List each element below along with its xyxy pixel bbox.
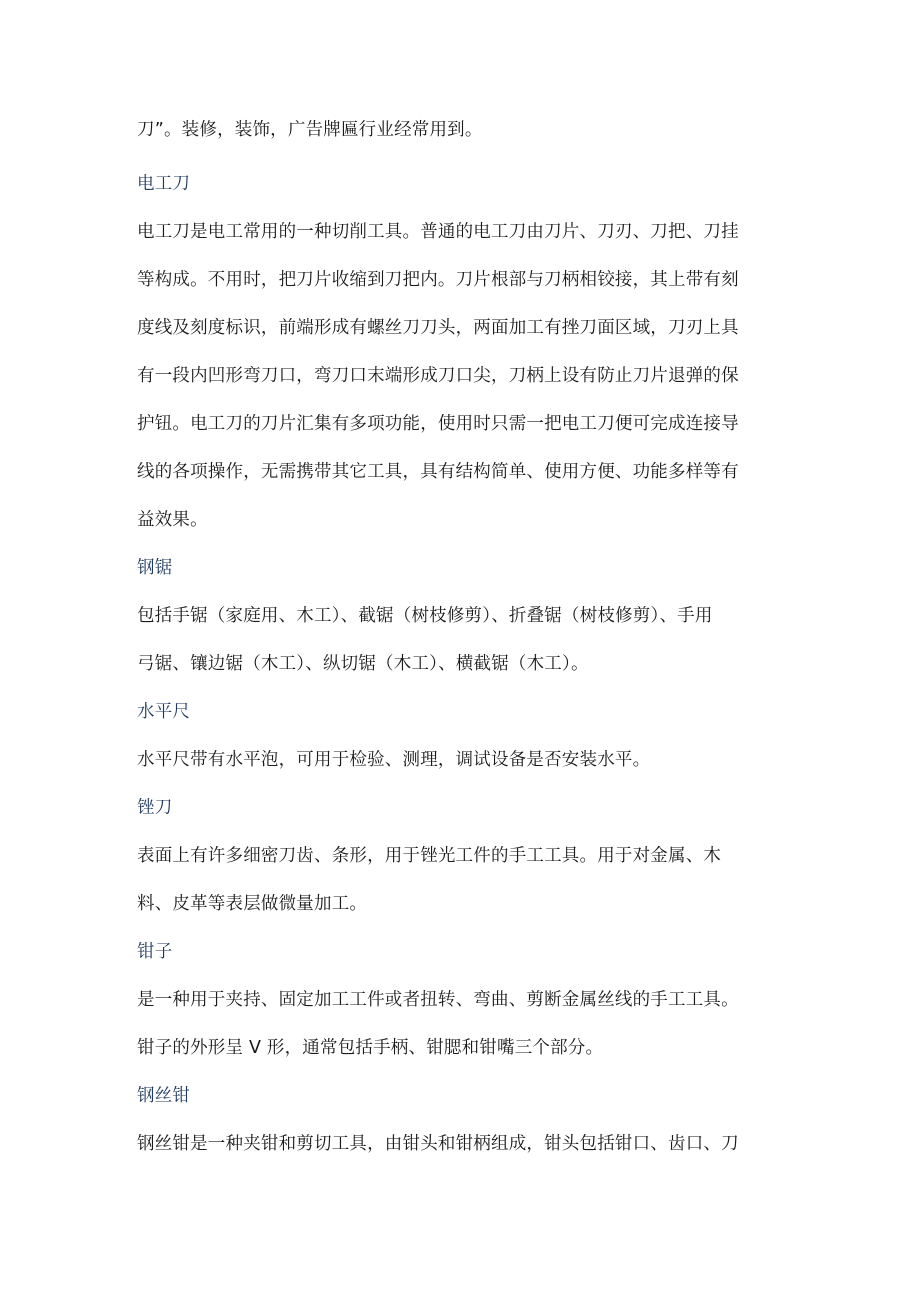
section-heading-electrician-knife: 电工刀 [137, 174, 191, 194]
paragraph-line: 水平尺带有水平泡，可用于检验、测理，调试设备是否安装水平。 [137, 750, 651, 770]
paragraph-line: 电工刀是电工常用的一种切削工具。普通的电工刀由刀片、刀刃、刀把、刀挂 [137, 222, 739, 242]
paragraph-line: 包括手锯（家庭用、木工）、截锯（树枝修剪）、折叠锯（树枝修剪）、手用 [137, 606, 713, 626]
section-heading-wire-pliers: 钢丝钳 [137, 1086, 191, 1106]
paragraph-line: 刀”。装修，装饰，广告牌匾行业经常用到。 [137, 120, 483, 140]
paragraph-line: 等构成。不用时，把刀片收缩到刀把内。刀片根部与刀柄相铰接，其上带有刻 [137, 270, 739, 290]
section-heading-file: 锉刀 [137, 798, 173, 818]
paragraph-line: 钳子的外形呈 V 形，通常包括手柄、钳腮和钳嘴三个部分。 [137, 1038, 604, 1058]
paragraph-line: 表面上有许多细密刀齿、条形，用于锉光工件的手工工具。用于对金属、木 [137, 846, 722, 866]
paragraph-line: 益效果。 [137, 510, 208, 530]
paragraph-line: 是一种用于夹持、固定加工工件或者扭转、弯曲、剪断金属丝线的手工工具。 [137, 990, 739, 1010]
paragraph-line: 弓锯、镶边锯（木工）、纵切锯（木工）、横截锯（木工）。 [137, 654, 589, 674]
section-heading-hacksaw: 钢锯 [137, 558, 173, 578]
paragraph-line: 护钮。电工刀的刀片汇集有多项功能，使用时只需一把电工刀便可完成连接导 [137, 414, 739, 434]
paragraph-line: 度线及刻度标识，前端形成有螺丝刀刀头，两面加工有挫刀面区域，刀刃上具 [137, 318, 739, 338]
paragraph-line: 钢丝钳是一种夹钳和剪切工具，由钳头和钳柄组成，钳头包括钳口、齿口、刀 [137, 1134, 739, 1154]
paragraph-line: 线的各项操作，无需携带其它工具，具有结构简单、使用方便、功能多样等有 [137, 462, 739, 482]
section-heading-spirit-level: 水平尺 [137, 702, 191, 722]
section-heading-pliers: 钳子 [137, 942, 173, 962]
paragraph-line: 有一段内凹形弯刀口，弯刀口末端形成刀口尖，刀柄上设有防止刀片退弹的保 [137, 366, 739, 386]
paragraph-line: 料、皮革等表层做微量加工。 [137, 894, 368, 914]
